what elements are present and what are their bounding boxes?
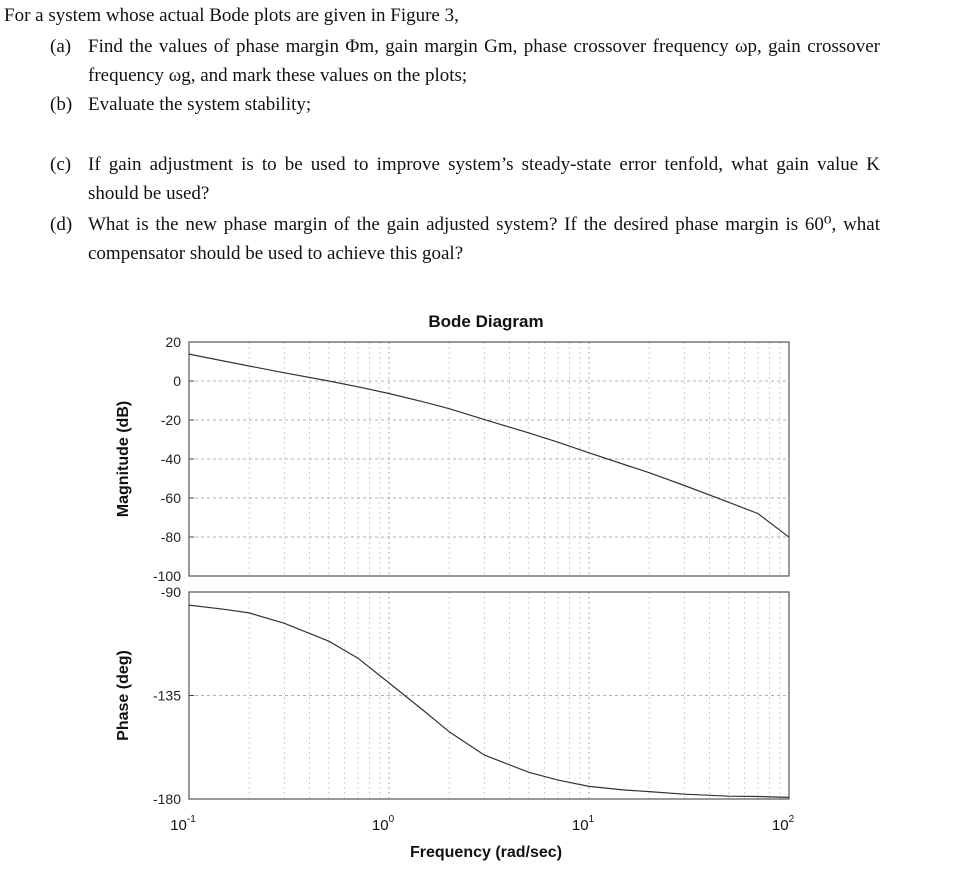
question-a	[50, 32, 880, 90]
question-b-text: Evaluate the system stability;	[88, 94, 312, 115]
magnitude-curve	[189, 354, 789, 537]
magnitude-ytick-label: -100	[152, 568, 181, 584]
question-c-text: If gain adjustment is to be used to improve system’s steady-state error tenfold, what gain value K should be used?	[88, 154, 880, 204]
question-d	[50, 210, 880, 268]
question-a-text: Find the values of phase margin Φm, gain margin Gm, phase crossover frequency ωp, gain crossover frequency ωg, and mark these values on the plots;	[88, 36, 880, 86]
xtick-label: $10^1$	[571, 814, 595, 834]
phase-curve	[189, 605, 789, 797]
magnitude-ytick-label: 20	[165, 334, 181, 350]
phase-ytick-label: -180	[152, 791, 181, 807]
question-b	[50, 90, 880, 119]
problem-intro: For a system whose actual Bode plots are given in Figure 3,	[4, 5, 459, 26]
phase-panel	[115, 584, 789, 807]
xtick-label: $10^0$	[371, 814, 395, 834]
bode-diagram	[0, 290, 966, 890]
phase-ylabel: Phase (deg)	[115, 650, 132, 741]
magnitude-ytick-label: -40	[160, 451, 181, 467]
magnitude-ytick-label: -80	[160, 529, 181, 545]
magnitude-ytick-label: -60	[160, 490, 181, 506]
xtick-label: $10^2$	[771, 814, 795, 834]
magnitude-ytick-label: 0	[173, 373, 181, 389]
x-axis-label: Frequency (rad/sec)	[409, 844, 563, 861]
question-c-label: (c)	[50, 154, 72, 175]
magnitude-ytick-label: -20	[160, 412, 181, 428]
question-d-label: (d)	[50, 214, 73, 235]
question-a-label: (a)	[50, 36, 72, 57]
phase-ytick-label: -90	[160, 584, 181, 600]
question-b-label: (b)	[50, 94, 73, 115]
magnitude-ylabel: Magnitude (dB)	[115, 400, 132, 518]
question-d-text: What is the new phase margin of the gain adjusted system? If the desired phase margin is 60⁰, what compensator should be used to achieve this goal?	[88, 214, 880, 264]
question-c	[50, 150, 880, 208]
chart-title: Bode Diagram	[428, 312, 544, 331]
magnitude-panel	[115, 334, 789, 584]
xtick-label: $10^{-1}$	[170, 814, 196, 834]
phase-ytick-label: -135	[152, 687, 181, 704]
